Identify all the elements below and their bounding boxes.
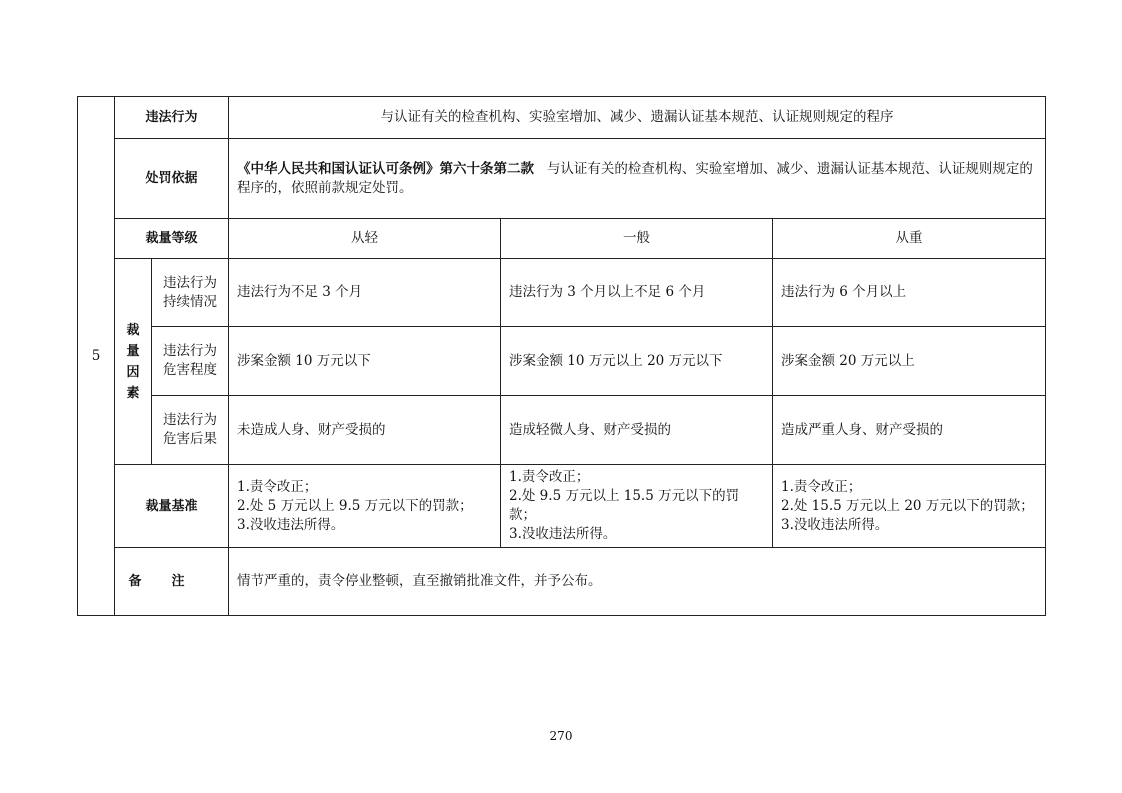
remark-text: 情节严重的，责令停业整顿，直至撤销批准文件，并予公布。 bbox=[229, 548, 1046, 616]
factor-label-severity: 违法行为 危害程度 bbox=[152, 327, 229, 396]
levels-label: 裁量等级 bbox=[115, 219, 229, 259]
basis-cell bbox=[229, 139, 1046, 219]
level-light: 从轻 bbox=[229, 219, 501, 259]
violation-label: 违法行为 bbox=[115, 97, 229, 139]
row-number: 5 bbox=[78, 97, 115, 616]
factors-label-char: 量 bbox=[126, 343, 140, 359]
basis-law: 《中华人民共和国认证认可条例》第六十条第二款 bbox=[237, 160, 535, 177]
factor-label-consequence: 违法行为 危害后果 bbox=[152, 396, 229, 465]
factor-consequence-heavy: 造成严重人身、财产受损的 bbox=[773, 396, 1046, 465]
factor-consequence-light: 未造成人身、财产受损的 bbox=[229, 396, 501, 465]
factors-label-char: 素 bbox=[126, 385, 140, 401]
factor-duration-heavy: 违法行为 6 个月以上 bbox=[773, 259, 1046, 327]
standard-normal: 1.责令改正； 2.处 9.5 万元以上 15.5 万元以下的罚款； 3.没收违法所得。 bbox=[501, 465, 773, 548]
factor-severity-light: 涉案金额 10 万元以下 bbox=[229, 327, 501, 396]
basis-label: 处罚依据 bbox=[115, 139, 229, 219]
factors-label-char: 因 bbox=[126, 364, 140, 380]
factors-label-char: 裁 bbox=[126, 322, 140, 338]
standard-label: 裁量基准 bbox=[115, 465, 229, 548]
remark-label: 备注 bbox=[128, 574, 215, 589]
penalty-table bbox=[77, 96, 1046, 616]
standard-light: 1.责令改正； 2.处 5 万元以上 9.5 万元以下的罚款； 3.没收违法所得。 bbox=[229, 465, 501, 548]
level-heavy: 从重 bbox=[773, 219, 1046, 259]
level-normal: 一般 bbox=[501, 219, 773, 259]
remark-label-cell bbox=[115, 548, 229, 616]
factor-label-duration: 违法行为 持续情况 bbox=[152, 259, 229, 327]
factor-severity-heavy: 涉案金额 20 万元以上 bbox=[773, 327, 1046, 396]
violation-text: 与认证有关的检查机构、实验室增加、减少、遗漏认证基本规范、认证规则规定的程序 bbox=[229, 97, 1046, 139]
factors-label bbox=[115, 259, 152, 465]
factor-duration-normal: 违法行为 3 个月以上不足 6 个月 bbox=[501, 259, 773, 327]
factor-severity-normal: 涉案金额 10 万元以上 20 万元以下 bbox=[501, 327, 773, 396]
page-number: 270 bbox=[549, 729, 573, 743]
factor-duration-light: 违法行为不足 3 个月 bbox=[229, 259, 501, 327]
factor-consequence-normal: 造成轻微人身、财产受损的 bbox=[501, 396, 773, 465]
standard-heavy: 1.责令改正； 2.处 15.5 万元以上 20 万元以下的罚款； 3.没收违法所得。 bbox=[773, 465, 1046, 548]
basis-text: 与认证有关的检查机构、实验室增加、减少、遗漏认证基本规范、认证规则规定的程序的，依照前款规定处罚。 bbox=[237, 160, 1033, 196]
